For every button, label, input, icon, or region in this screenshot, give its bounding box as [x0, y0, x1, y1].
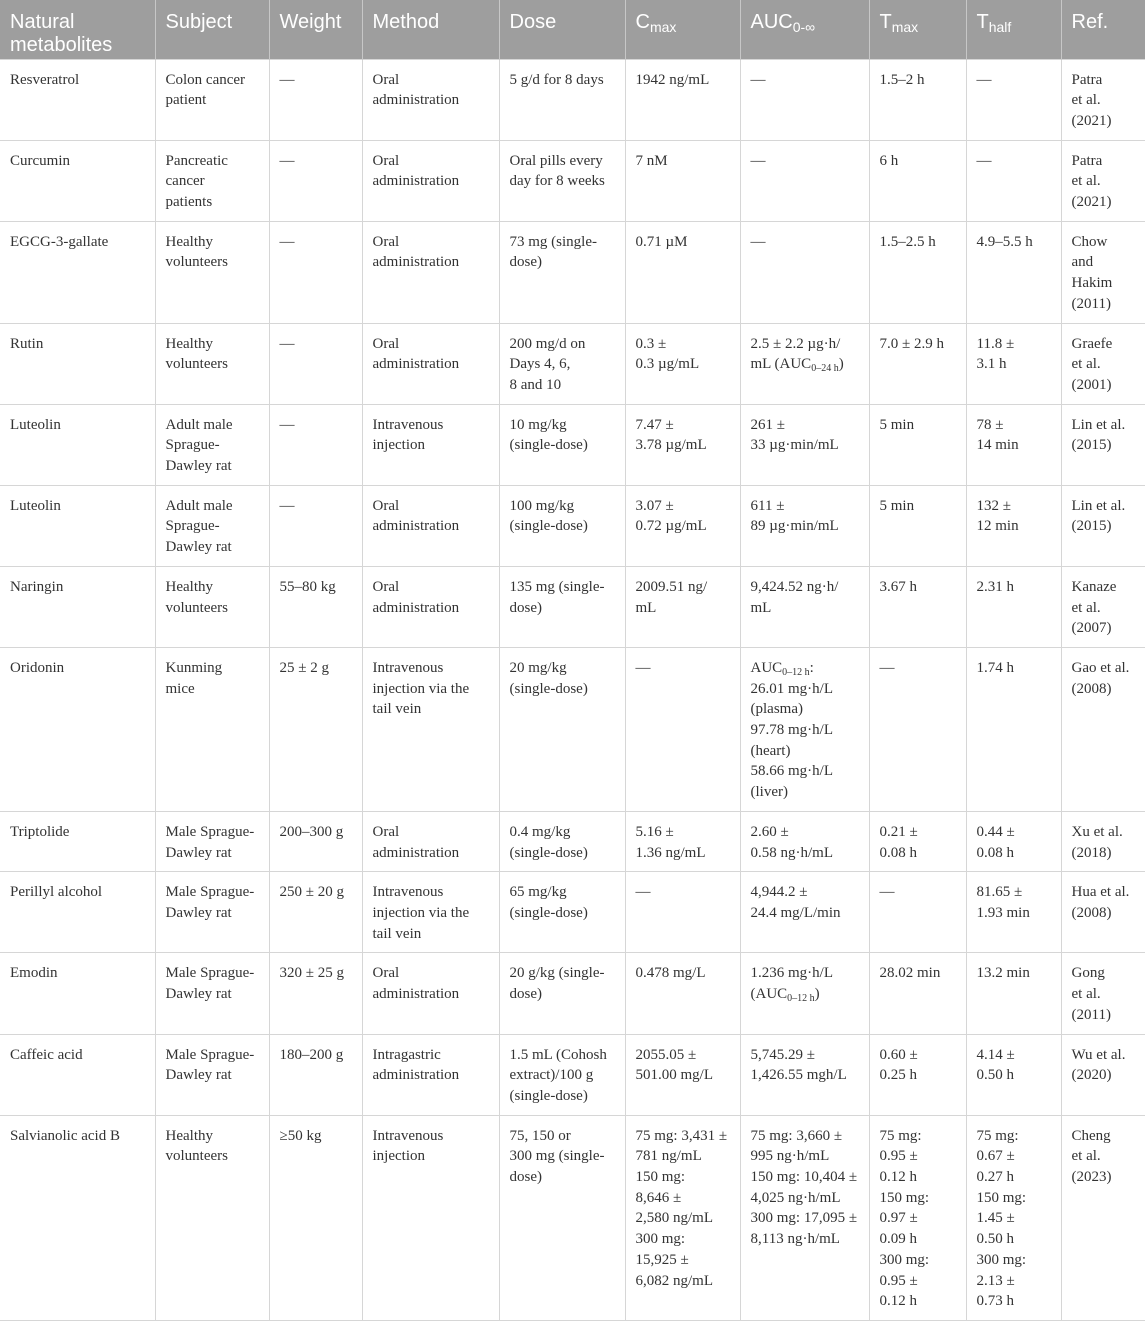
cell-thalf: 132 ± 12 min: [966, 485, 1061, 566]
table-row: [0, 647, 1145, 811]
cell-metabolite: Rutin: [0, 323, 155, 404]
cell-cmax: 2009.51 ng/ mL: [625, 566, 740, 647]
cell-tmax: 5 min: [869, 404, 966, 485]
cell-dose: 20 mg/kg (single-dose): [499, 647, 625, 811]
cell-ref: Patra et al. (2021): [1061, 59, 1145, 140]
cell-tmax: 7.0 ± 2.9 h: [869, 323, 966, 404]
cell-auc: 2.5 ± 2.2 µg·h/ mL $(AUC_{0-24 h})$: [740, 323, 869, 404]
cell-auc: 611 ± 89 µg·min/mL: [740, 485, 869, 566]
cell-method: Intragastric administration: [362, 1034, 499, 1115]
cell-auc: —: [740, 140, 869, 221]
cell-weight: —: [269, 485, 362, 566]
header-method: Method: [362, 0, 499, 59]
cell-cmax: 7.47 ± 3.78 µg/mL: [625, 404, 740, 485]
cell-weight: 55–80 kg: [269, 566, 362, 647]
cell-ref: Hua et al. (2008): [1061, 872, 1145, 953]
cell-subject: Adult male Sprague- Dawley rat: [155, 404, 269, 485]
cell-ref: Gong et al. (2011): [1061, 953, 1145, 1034]
cell-method: Oral administration: [362, 811, 499, 871]
cell-cmax: 75 mg: 3,431 ± 781 ng/mL 150 mg: 8,646 ± 2,580 ng/mL 300 mg: 15,925 ± 6,082 ng/mL: [625, 1115, 740, 1320]
cell-weight: 250 ± 20 g: [269, 872, 362, 953]
header-cmax: $C_{max}$: [625, 0, 740, 59]
cell-auc: $AUC_{0-12 h}$: 26.01 mg·h/L (plasma) 97.78 mg·h/L (heart) 58.66 mg·h/L (liver): [740, 647, 869, 811]
cell-tmax: 1.5–2 h: [869, 59, 966, 140]
cell-auc: —: [740, 221, 869, 323]
cell-ref: Patra et al. (2021): [1061, 140, 1145, 221]
cell-dose: Oral pills every day for 8 weeks: [499, 140, 625, 221]
cell-dose: 75, 150 or 300 mg (single- dose): [499, 1115, 625, 1320]
header-subject: Subject: [155, 0, 269, 59]
cell-thalf: 81.65 ± 1.93 min: [966, 872, 1061, 953]
table-row: [0, 1115, 1145, 1320]
cell-ref: Chow and Hakim (2011): [1061, 221, 1145, 323]
cell-cmax: —: [625, 872, 740, 953]
cell-thalf: 4.9–5.5 h: [966, 221, 1061, 323]
header-natural-metabolites: Natural metabolites: [0, 0, 155, 59]
cell-cmax: 0.478 mg/L: [625, 953, 740, 1034]
cell-cmax: 7 nM: [625, 140, 740, 221]
table-row: [0, 140, 1145, 221]
cell-tmax: 6 h: [869, 140, 966, 221]
cell-tmax: 75 mg: 0.95 ± 0.12 h 150 mg: 0.97 ± 0.09 h 300 mg: 0.95 ± 0.12 h: [869, 1115, 966, 1320]
cell-metabolite: Naringin: [0, 566, 155, 647]
cell-auc: —: [740, 59, 869, 140]
cell-tmax: 0.60 ± 0.25 h: [869, 1034, 966, 1115]
header-weight: Weight: [269, 0, 362, 59]
cell-subject: Pancreatic cancer patients: [155, 140, 269, 221]
cell-dose: 20 g/kg (single- dose): [499, 953, 625, 1034]
cell-metabolite: Luteolin: [0, 404, 155, 485]
cell-tmax: 0.21 ± 0.08 h: [869, 811, 966, 871]
cell-cmax: 1942 ng/mL: [625, 59, 740, 140]
cell-ref: Kanaze et al. (2007): [1061, 566, 1145, 647]
cell-method: Intravenous injection via the tail vein: [362, 872, 499, 953]
cell-cmax: 3.07 ± 0.72 µg/mL: [625, 485, 740, 566]
table-row: [0, 872, 1145, 953]
cell-thalf: 2.31 h: [966, 566, 1061, 647]
cell-thalf: 0.44 ± 0.08 h: [966, 811, 1061, 871]
cell-weight: 200–300 g: [269, 811, 362, 871]
cell-auc: 2.60 ± 0.58 ng·h/mL: [740, 811, 869, 871]
table-body: [0, 59, 1145, 1320]
cell-weight: 320 ± 25 g: [269, 953, 362, 1034]
table-row: [0, 1034, 1145, 1115]
cell-metabolite: Salvianolic acid B: [0, 1115, 155, 1320]
cell-metabolite: Luteolin: [0, 485, 155, 566]
header-row: [0, 0, 1145, 59]
cell-auc: 4,944.2 ± 24.4 mg/L/min: [740, 872, 869, 953]
cell-auc: 261 ± 33 µg·min/mL: [740, 404, 869, 485]
cell-tmax: 28.02 min: [869, 953, 966, 1034]
table-row: [0, 404, 1145, 485]
cell-subject: Healthy volunteers: [155, 1115, 269, 1320]
cell-metabolite: Curcumin: [0, 140, 155, 221]
header-thalf: $T_{half}$: [966, 0, 1061, 59]
header-ref: Ref.: [1061, 0, 1145, 59]
cell-subject: Male Sprague- Dawley rat: [155, 811, 269, 871]
cell-metabolite: Resveratrol: [0, 59, 155, 140]
cell-cmax: 0.3 ± 0.3 µg/mL: [625, 323, 740, 404]
cell-subject: Healthy volunteers: [155, 221, 269, 323]
table-row: [0, 953, 1145, 1034]
cell-cmax: 0.71 µM: [625, 221, 740, 323]
cell-thalf: 78 ± 14 min: [966, 404, 1061, 485]
cell-metabolite: Oridonin: [0, 647, 155, 811]
cell-subject: Kunming mice: [155, 647, 269, 811]
cell-dose: 73 mg (single- dose): [499, 221, 625, 323]
cell-weight: 25 ± 2 g: [269, 647, 362, 811]
cell-subject: Healthy volunteers: [155, 323, 269, 404]
cell-tmax: —: [869, 647, 966, 811]
cell-method: Intravenous injection via the tail vein: [362, 647, 499, 811]
cell-method: Oral administration: [362, 59, 499, 140]
cell-weight: —: [269, 404, 362, 485]
cell-ref: Lin et al. (2015): [1061, 404, 1145, 485]
cell-subject: Male Sprague- Dawley rat: [155, 953, 269, 1034]
cell-thalf: 13.2 min: [966, 953, 1061, 1034]
cell-method: Oral administration: [362, 323, 499, 404]
cell-subject: Adult male Sprague- Dawley rat: [155, 485, 269, 566]
cell-dose: 100 mg/kg (single-dose): [499, 485, 625, 566]
table-row: [0, 811, 1145, 871]
cell-tmax: 3.67 h: [869, 566, 966, 647]
table-row: [0, 221, 1145, 323]
cell-thalf: 75 mg: 0.67 ± 0.27 h 150 mg: 1.45 ± 0.50 h 300 mg: 2.13 ± 0.73 h: [966, 1115, 1061, 1320]
cell-subject: Male Sprague- Dawley rat: [155, 872, 269, 953]
cell-ref: Gao et al. (2008): [1061, 647, 1145, 811]
cell-weight: —: [269, 59, 362, 140]
cell-dose: 0.4 mg/kg (single-dose): [499, 811, 625, 871]
cell-auc: 75 mg: 3,660 ± 995 ng·h/mL 150 mg: 10,404 ± 4,025 ng·h/mL 300 mg: 17,095 ± 8,113 ng·h/mL: [740, 1115, 869, 1320]
cell-auc: 1.236 mg·h/L $(AUC_{0-12 h})$: [740, 953, 869, 1034]
cell-dose: 1.5 mL (Cohosh extract)/100 g (single-dose): [499, 1034, 625, 1115]
cell-dose: 200 mg/d on Days 4, 6, 8 and 10: [499, 323, 625, 404]
cell-weight: —: [269, 221, 362, 323]
table-row: [0, 323, 1145, 404]
cell-thalf: 11.8 ± 3.1 h: [966, 323, 1061, 404]
cell-thalf: —: [966, 59, 1061, 140]
cell-cmax: 5.16 ± 1.36 ng/mL: [625, 811, 740, 871]
cell-method: Intravenous injection: [362, 404, 499, 485]
cell-method: Oral administration: [362, 221, 499, 323]
cell-method: Oral administration: [362, 566, 499, 647]
cell-thalf: 1.74 h: [966, 647, 1061, 811]
cell-metabolite: Emodin: [0, 953, 155, 1034]
cell-ref: Cheng et al. (2023): [1061, 1115, 1145, 1320]
cell-dose: 65 mg/kg (single-dose): [499, 872, 625, 953]
table-row: [0, 485, 1145, 566]
cell-weight: 180–200 g: [269, 1034, 362, 1115]
cell-thalf: 4.14 ± 0.50 h: [966, 1034, 1061, 1115]
cell-ref: Wu et al. (2020): [1061, 1034, 1145, 1115]
cell-method: Intravenous injection: [362, 1115, 499, 1320]
cell-method: Oral administration: [362, 140, 499, 221]
header-dose: Dose: [499, 0, 625, 59]
header-tmax: $T_{max}$: [869, 0, 966, 59]
cell-method: Oral administration: [362, 485, 499, 566]
cell-dose: 5 g/d for 8 days: [499, 59, 625, 140]
cell-ref: Lin et al. (2015): [1061, 485, 1145, 566]
header-auc: $AUC_{0-\infty}$: [740, 0, 869, 59]
cell-subject: Male Sprague- Dawley rat: [155, 1034, 269, 1115]
cell-auc: 9,424.52 ng·h/ mL: [740, 566, 869, 647]
cell-metabolite: Triptolide: [0, 811, 155, 871]
cell-weight: —: [269, 140, 362, 221]
cell-metabolite: Perillyl alcohol: [0, 872, 155, 953]
table-row: [0, 566, 1145, 647]
cell-subject: Healthy volunteers: [155, 566, 269, 647]
cell-metabolite: EGCG-3-gallate: [0, 221, 155, 323]
cell-dose: 10 mg/kg (single-dose): [499, 404, 625, 485]
cell-ref: Graefe et al. (2001): [1061, 323, 1145, 404]
cell-dose: 135 mg (single- dose): [499, 566, 625, 647]
cell-tmax: —: [869, 872, 966, 953]
cell-cmax: 2055.05 ± 501.00 mg/L: [625, 1034, 740, 1115]
cell-tmax: 5 min: [869, 485, 966, 566]
cell-method: Oral administration: [362, 953, 499, 1034]
cell-weight: ≥50 kg: [269, 1115, 362, 1320]
cell-auc: 5,745.29 ± 1,426.55 mgh/L: [740, 1034, 869, 1115]
cell-thalf: —: [966, 140, 1061, 221]
table-row: [0, 59, 1145, 140]
cell-metabolite: Caffeic acid: [0, 1034, 155, 1115]
cell-ref: Xu et al. (2018): [1061, 811, 1145, 871]
cell-weight: —: [269, 323, 362, 404]
cell-subject: Colon cancer patient: [155, 59, 269, 140]
cell-cmax: —: [625, 647, 740, 811]
cell-tmax: 1.5–2.5 h: [869, 221, 966, 323]
